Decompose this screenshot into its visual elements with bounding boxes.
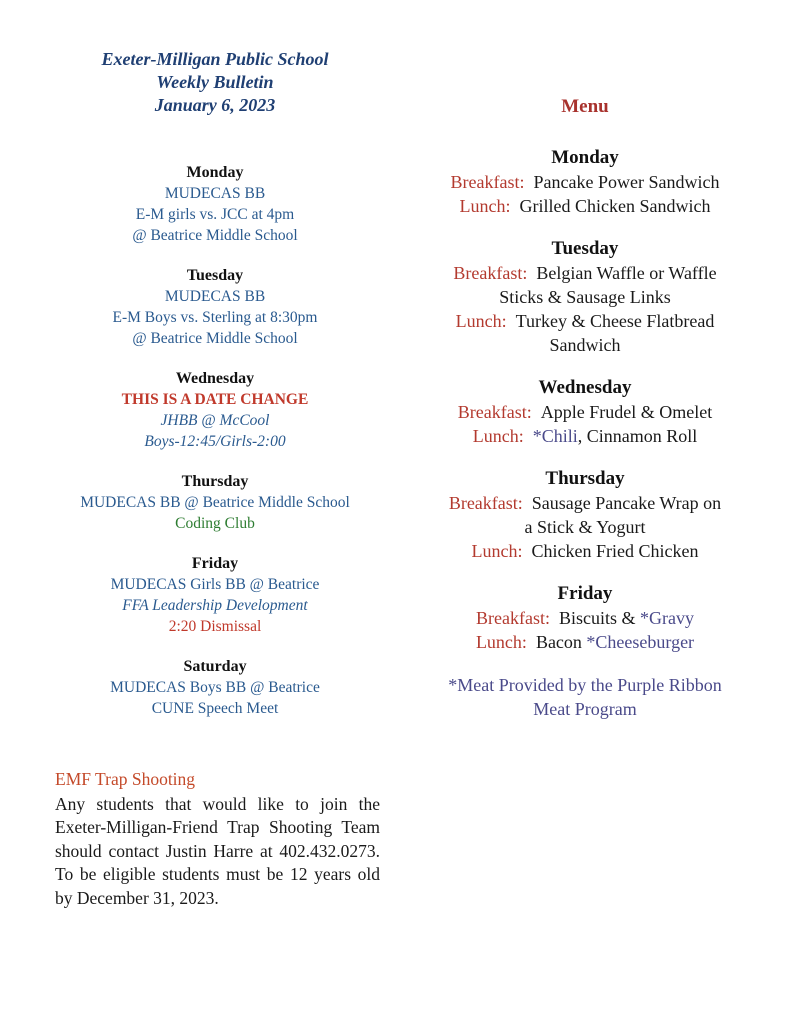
- breakfast-line: [400, 400, 770, 424]
- lunch-item: Chicken Fried Chicken: [531, 541, 699, 561]
- day-heading: Monday: [186, 164, 244, 181]
- event-line: E-M Boys vs. Sterling at 8:30pm: [112, 309, 318, 326]
- breakfast-label: Breakfast:: [448, 493, 523, 513]
- lunch-item: , Cinnamon Roll: [577, 426, 698, 446]
- bulletin-title: Weekly Bulletin: [156, 72, 274, 92]
- breakfast-label: Breakfast:: [457, 402, 532, 422]
- footnote-line: *Meat Provided by the Purple Ribbon: [448, 675, 722, 695]
- schedule-friday: [40, 553, 390, 637]
- school-name: Exeter-Milligan Public School: [101, 49, 329, 69]
- date-change-alert: THIS IS A DATE CHANGE: [121, 391, 309, 408]
- schedule-thursday: [40, 471, 390, 534]
- menu-monday: [400, 146, 770, 218]
- breakfast-line: [400, 606, 770, 630]
- menu-day-heading: Monday: [551, 147, 619, 168]
- menu-day-heading: Friday: [557, 583, 613, 604]
- schedule-monday: [40, 162, 390, 246]
- lunch-item: Grilled Chicken Sandwich: [519, 196, 711, 216]
- lunch-label: Lunch:: [459, 196, 511, 216]
- lunch-line: [400, 309, 770, 333]
- trap-title: EMF Trap Shooting: [55, 769, 196, 789]
- breakfast-item: Sausage Pancake Wrap on: [531, 493, 722, 513]
- day-heading: Saturday: [183, 658, 247, 675]
- breakfast-item-cont: Sticks & Sausage Links: [499, 287, 671, 307]
- day-heading: Tuesday: [186, 267, 244, 284]
- menu-friday: [400, 582, 770, 654]
- breakfast-line: [400, 170, 770, 194]
- footnote-line: Meat Program: [533, 699, 637, 719]
- breakfast-item: Belgian Waffle or Waffle: [536, 263, 717, 283]
- meat-program-item: *Cheeseburger: [586, 632, 695, 652]
- lunch-label: Lunch:: [455, 311, 507, 331]
- event-line: E-M girls vs. JCC at 4pm: [135, 206, 295, 223]
- event-line: 2:20 Dismissal: [168, 618, 262, 635]
- weekly-schedule: [40, 162, 390, 738]
- menu-wednesday: [400, 376, 770, 448]
- breakfast-label: Breakfast:: [450, 172, 525, 192]
- breakfast-line: [400, 491, 770, 515]
- lunch-line: [400, 194, 770, 218]
- lunch-label: Lunch:: [471, 541, 523, 561]
- breakfast-label: Breakfast:: [476, 608, 550, 628]
- event-line: MUDECAS Girls BB @ Beatrice: [110, 576, 320, 593]
- bulletin-header: [60, 48, 370, 117]
- event-line: FFA Leadership Development: [122, 597, 308, 614]
- day-heading: Friday: [191, 555, 239, 572]
- breakfast-item: Pancake Power Sandwich: [533, 172, 720, 192]
- event-line: MUDECAS BB: [164, 185, 266, 202]
- event-line: @ Beatrice Middle School: [132, 330, 298, 347]
- event-line: MUDECAS BB @ Beatrice Middle School: [80, 494, 350, 511]
- breakfast-item: Apple Frudel & Omelet: [540, 402, 713, 422]
- menu-title: Menu: [561, 96, 609, 117]
- event-line: JHBB @ McCool: [160, 412, 270, 429]
- bulletin-date: January 6, 2023: [154, 95, 276, 115]
- breakfast-item-cont: a Stick & Yogurt: [524, 517, 646, 537]
- event-line: CUNE Speech Meet: [151, 700, 279, 717]
- menu-day-heading: Thursday: [545, 468, 625, 489]
- event-line: @ Beatrice Middle School: [132, 227, 298, 244]
- lunch-line: [400, 630, 770, 654]
- lunch-line: [400, 539, 770, 563]
- event-line: Boys-12:45/Girls-2:00: [144, 433, 286, 450]
- trap-body: Any students that would like to join the Exeter-Milligan-Friend Trap Shooting Team should contact Justin Harre at 402.432.0273. To be eligible students must be 12 years old by December 31, 2023.: [55, 793, 380, 908]
- lunch-item: Bacon: [535, 632, 587, 652]
- trap-shooting-notice: [55, 768, 380, 910]
- lunch-line: [400, 424, 770, 448]
- schedule-wednesday: [40, 368, 390, 452]
- menu-tuesday: [400, 237, 770, 357]
- meat-program-item: *Chili: [532, 426, 578, 446]
- schedule-tuesday: [40, 265, 390, 349]
- event-line: MUDECAS Boys BB @ Beatrice: [110, 679, 320, 696]
- breakfast-line: [400, 261, 770, 285]
- lunch-item-cont: Sandwich: [549, 335, 621, 355]
- schedule-saturday: [40, 656, 390, 719]
- meat-program-footnote: [400, 673, 770, 721]
- lunch-item: Turkey & Cheese Flatbread: [515, 311, 715, 331]
- meat-program-item: *Gravy: [640, 608, 694, 628]
- breakfast-item: Biscuits &: [558, 608, 640, 628]
- day-heading: Thursday: [181, 473, 249, 490]
- menu-day-heading: Wednesday: [538, 377, 632, 398]
- lunch-label: Lunch:: [475, 632, 527, 652]
- event-line: MUDECAS BB: [164, 288, 266, 305]
- day-heading: Wednesday: [175, 370, 255, 387]
- menu-day-heading: Tuesday: [551, 238, 619, 259]
- lunch-menu: [400, 95, 770, 721]
- event-line: Coding Club: [175, 515, 255, 532]
- menu-thursday: [400, 467, 770, 563]
- breakfast-label: Breakfast:: [453, 263, 528, 283]
- lunch-label: Lunch:: [472, 426, 524, 446]
